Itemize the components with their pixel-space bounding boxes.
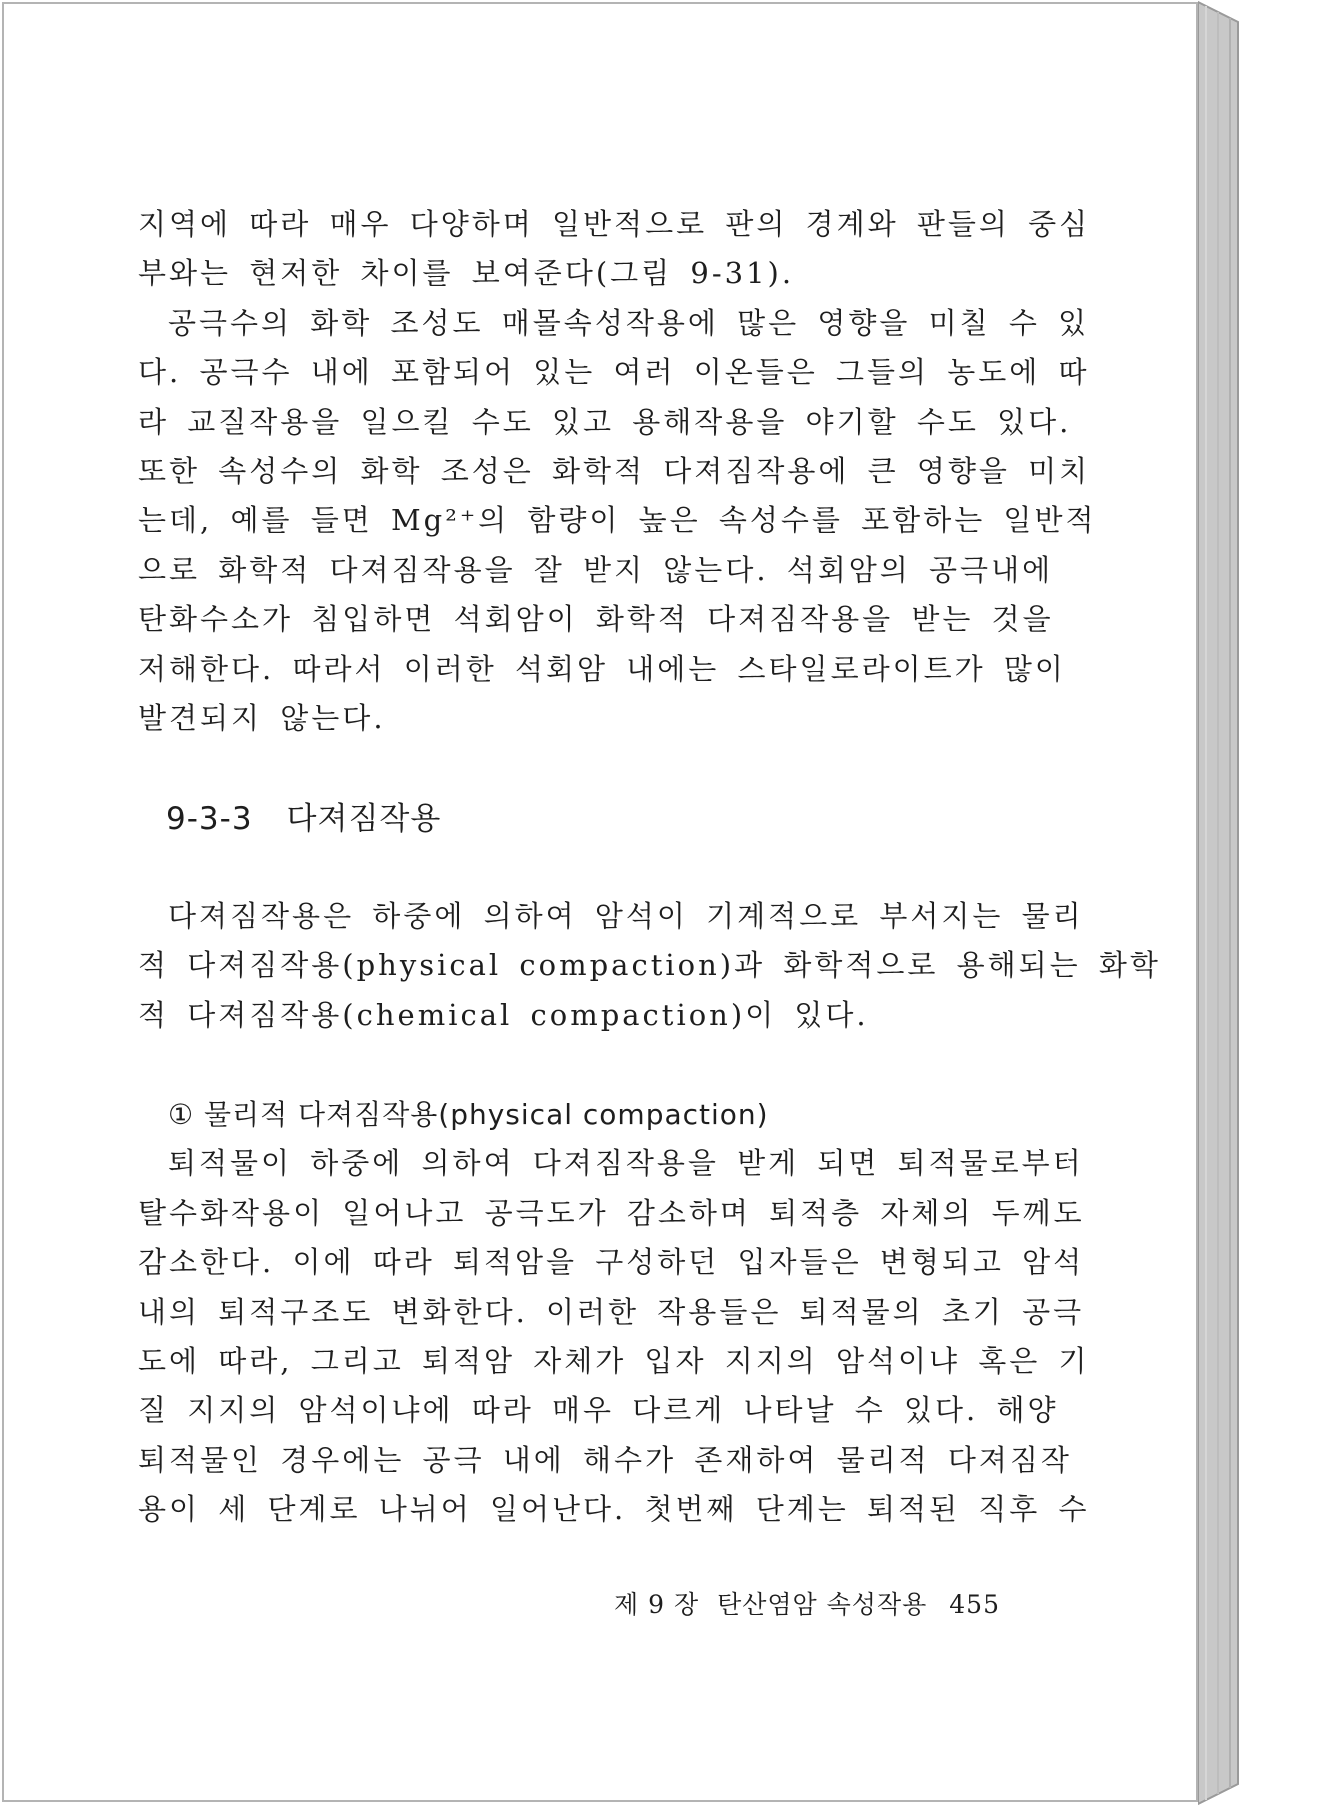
- subsection-heading: ① 물리적 다져짐작용(physical compaction): [168, 1098, 769, 1131]
- body-text-top: [138, 200, 1097, 743]
- paragraph-physical-compaction: [138, 1139, 1090, 1534]
- text-line: 발견되지 않는다.: [138, 701, 386, 736]
- page-stack-edge-shape: [1198, 0, 1343, 1806]
- text-line: 내의 퇴적구조도 변화한다. 이러한 작용들은 퇴적물의 초기 공극: [138, 1294, 1085, 1329]
- text-line: 적 다져짐작용(physical compaction)과 화학적으로 용해되는 화학: [138, 948, 1161, 983]
- footer-chapter: 제 9 장: [614, 1590, 700, 1619]
- text-line: 퇴적물이 하중에 의하여 다져짐작용을 받게 되면 퇴적물로부터: [168, 1146, 1084, 1181]
- text-line: 탈수화작용이 일어나고 공극도가 감소하며 퇴적층 자체의 두께도: [138, 1195, 1085, 1230]
- body-text-physical-compaction: [138, 1090, 1090, 1535]
- footer-chapter-title: 탄산염암 속성작용: [717, 1590, 928, 1619]
- text-line: 도에 따라, 그리고 퇴적암 자체가 입자 지지의 암석이냐 혹은 기: [138, 1344, 1090, 1379]
- text-line: 다져짐작용은 하중에 의하여 암석이 기계적으로 부서지는 물리: [168, 899, 1084, 933]
- section-heading: [166, 793, 441, 838]
- text-line: 또한 속성수의 화학 조성은 화학적 다져짐작용에 큰 영향을 미치: [138, 454, 1091, 489]
- text-line: 다. 공극수 내에 포함되어 있는 여러 이온들은 그들의 농도에 따: [138, 355, 1090, 390]
- paragraph-compaction-intro: [138, 892, 1161, 1040]
- text-line: 감소한다. 이에 따라 퇴적암을 구성하던 입자들은 변형되고 암석: [138, 1245, 1085, 1280]
- text-line: 공극수의 화학 조성도 매몰속성작용에 많은 영향을 미칠 수 있: [168, 305, 1090, 340]
- section-title: 다져짐작용: [286, 801, 442, 837]
- page-number: 455: [949, 1590, 1000, 1619]
- text-line: 적 다져짐작용(chemical compaction)이 있다.: [138, 997, 869, 1032]
- paragraph-pore-water: [138, 299, 1097, 744]
- text-line: 는데, 예를 들면 Mg²⁺의 함량이 높은 속성수를 포함하는 일반적: [138, 503, 1097, 538]
- text-line: 으로 화학적 다져짐작용을 잘 받지 않는다. 석회암의 공극내에: [138, 552, 1054, 587]
- section-number: 9-3-3: [166, 801, 253, 837]
- text-line: 부와는 현저한 차이를 보여준다(그림 9-31).: [138, 256, 795, 291]
- page-footer: [614, 1585, 1000, 1621]
- body-text-compaction-intro: [138, 892, 1161, 1040]
- text-line: 라 교질작용을 일으킬 수도 있고 용해작용을 야기할 수도 있다.: [138, 404, 1072, 439]
- paragraph-continuation: [138, 200, 1091, 299]
- text-line: 퇴적물인 경우에는 공극 내에 해수가 존재하여 물리적 다져짐작: [138, 1442, 1072, 1477]
- text-line: 탄화수소가 침입하면 석회암이 화학적 다져짐작용을 받는 것을: [138, 602, 1054, 637]
- text-line: 용이 세 단계로 나뉘어 일어난다. 첫번째 단계는 퇴적된 직후 수: [138, 1492, 1090, 1527]
- text-line: 질 지지의 암석이냐에 따라 매우 다르게 나타날 수 있다. 해양: [138, 1393, 1059, 1428]
- text-line: 저해한다. 따라서 이러한 석회암 내에는 스타일로라이트가 많이: [138, 651, 1066, 686]
- text-line: 지역에 따라 매우 다양하며 일반적으로 판의 경계와 판들의 중심: [138, 207, 1091, 241]
